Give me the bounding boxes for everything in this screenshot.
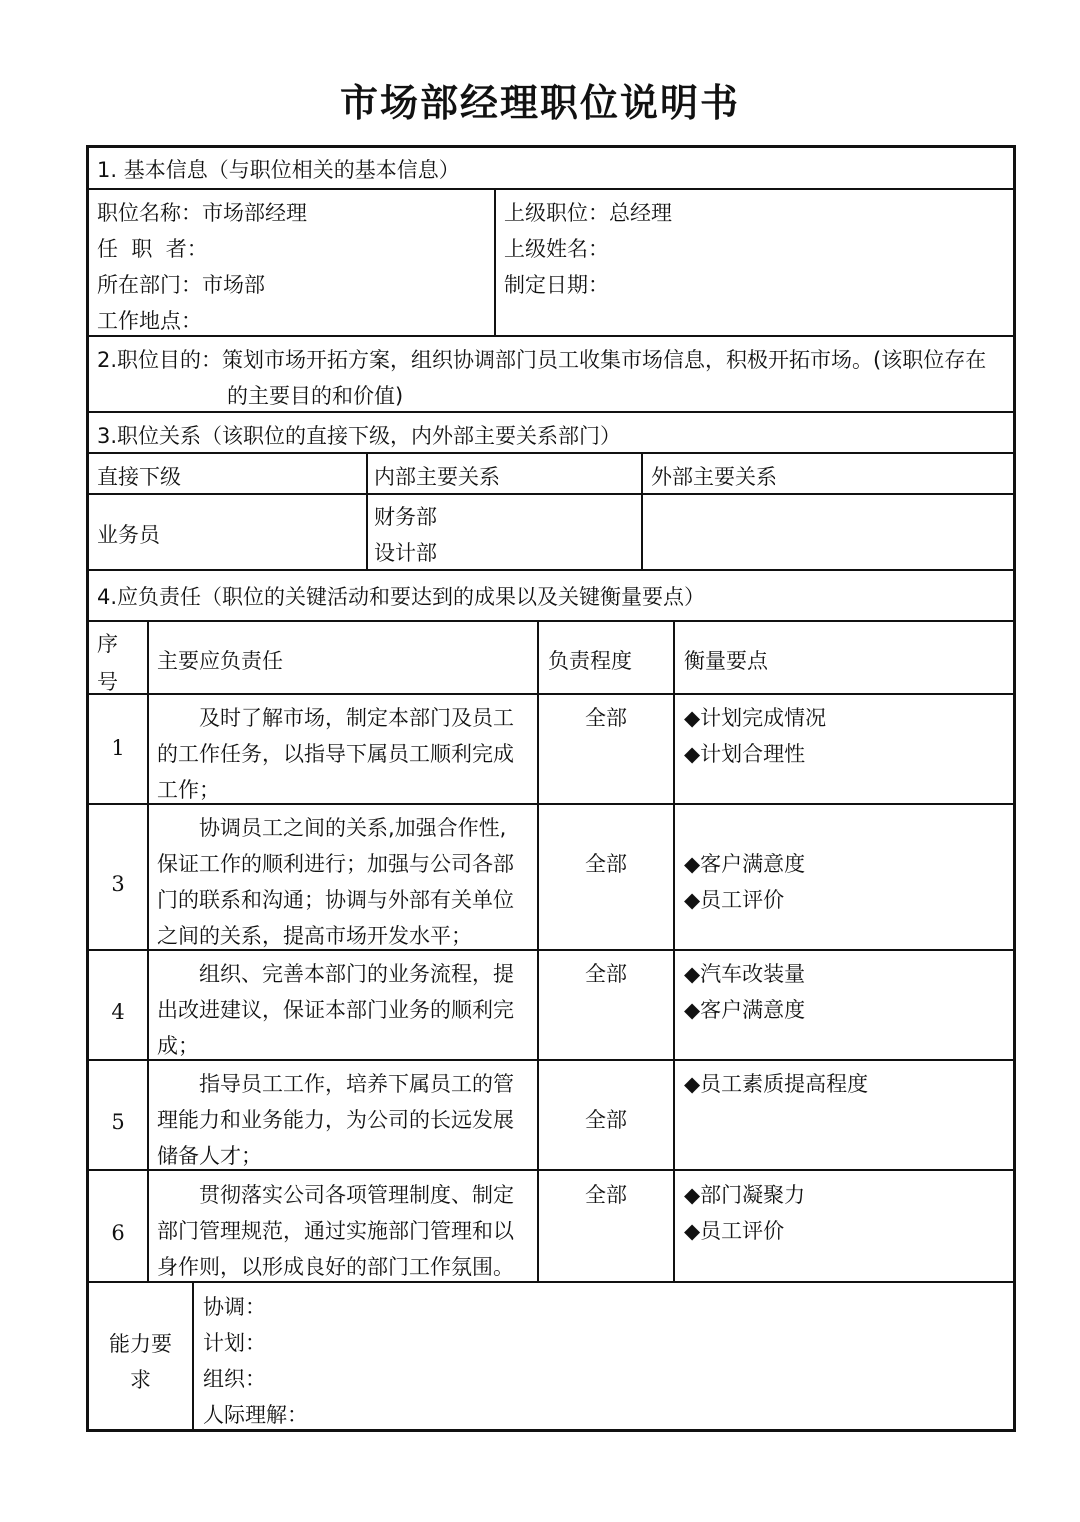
row-degree: 全部 <box>585 706 627 730</box>
row-measure: ◆客户满意度 <box>684 852 806 876</box>
row-duty-line: 协调员工之间的关系,加强合作性, <box>199 816 507 840</box>
internal-relation-1: 财务部 <box>374 505 437 529</box>
ability-item: 组织： <box>203 1367 266 1391</box>
incumbent: 任 职 者： <box>97 237 208 261</box>
ability-label: 能力要求 <box>109 1332 172 1392</box>
row-duty-line: 成； <box>157 1034 199 1058</box>
degree-header: 负责程度 <box>548 649 632 673</box>
row-duty-line: 门的联系和沟通；协调与外部有关单位 <box>157 888 514 912</box>
row-duty-line: 部门管理规范，通过实施部门管理和以 <box>157 1219 514 1243</box>
row-measure: ◆计划完成情况 <box>684 706 827 730</box>
position-purpose-cont: 的主要目的和价值) <box>227 384 404 408</box>
job-description-table <box>86 145 1016 1432</box>
row-duty-line: 指导员工工作，培养下属员工的管 <box>199 1072 514 1096</box>
section3-heading: 3.职位关系（该职位的直接下级，内外部主要关系部门） <box>97 424 622 448</box>
row-duty-line: 组织、完善本部门的业务流程，提 <box>199 962 514 986</box>
seq-header-1: 序号 <box>97 632 118 694</box>
superior-position: 上级职位：总经理 <box>504 201 672 225</box>
position-purpose: 2.职位目的：策划市场开拓方案，组织协调部门员工收集市场信息，积极开拓市场。(该职位存在 <box>97 348 987 372</box>
department: 所在部门：市场部 <box>97 273 265 297</box>
row-measure: ◆计划合理性 <box>684 742 806 766</box>
internal-relation-2: 设计部 <box>374 541 437 565</box>
row-measure: ◆部门凝聚力 <box>684 1183 806 1207</box>
row-degree: 全部 <box>585 1108 627 1132</box>
row-measure: ◆员工素质提高程度 <box>684 1072 869 1096</box>
row-seq: 4 <box>111 1000 125 1024</box>
row-duty-line: 及时了解市场，制定本部门及员工 <box>199 706 514 730</box>
work-location: 工作地点： <box>97 309 202 333</box>
row-duty-line: 保证工作的顺利进行；加强与公司各部 <box>157 852 514 876</box>
header-subordinate: 直接下级 <box>97 465 181 489</box>
section4-heading: 4.应负责任（职位的关键活动和要达到的成果以及关键衡量要点） <box>97 585 706 609</box>
row-measure: ◆汽车改装量 <box>684 962 806 986</box>
row-measure: ◆员工评价 <box>684 1219 785 1243</box>
ability-item: 协调： <box>203 1295 266 1319</box>
ability-item: 人际理解： <box>203 1403 308 1427</box>
row-measure: ◆员工评价 <box>684 888 785 912</box>
row-duty-line: 之间的关系，提高市场开发水平； <box>157 924 472 948</box>
page-title: 市场部经理职位说明书 <box>339 81 740 125</box>
row-measure: ◆客户满意度 <box>684 998 806 1022</box>
row-seq: 3 <box>111 872 125 896</box>
row-degree: 全部 <box>585 962 627 986</box>
row-duty-line: 储备人才； <box>157 1144 262 1168</box>
superior-name: 上级姓名： <box>504 237 609 261</box>
position-name: 职位名称：市场部经理 <box>97 201 307 225</box>
ability-item: 计划： <box>203 1331 266 1355</box>
row-duty-line: 工作； <box>157 778 220 802</box>
row-duty-line: 出改进建议，保证本部门业务的顺利完 <box>157 998 514 1022</box>
created-date: 制定日期： <box>504 273 609 297</box>
row-degree: 全部 <box>585 852 627 876</box>
row-duty-line: 身作则，以形成良好的部门工作氛围。 <box>157 1255 514 1279</box>
duty-header: 主要应负责任 <box>157 649 283 673</box>
row-duty-line: 贯彻落实公司各项管理制度、制定 <box>199 1183 514 1207</box>
section1-heading: 1. 基本信息（与职位相关的基本信息） <box>97 158 460 182</box>
header-internal: 内部主要关系 <box>374 465 500 489</box>
row-seq: 6 <box>111 1221 125 1245</box>
row-duty-line: 理能力和业务能力，为公司的长远发展 <box>157 1108 514 1132</box>
row-seq: 5 <box>111 1110 125 1134</box>
row-duty-line: 的工作任务，以指导下属员工顺利完成 <box>157 742 514 766</box>
row-degree: 全部 <box>585 1183 627 1207</box>
row-seq: 1 <box>111 736 125 760</box>
subordinate-value: 业务员 <box>97 523 160 547</box>
header-external: 外部主要关系 <box>651 465 777 489</box>
measure-header: 衡量要点 <box>684 649 768 673</box>
